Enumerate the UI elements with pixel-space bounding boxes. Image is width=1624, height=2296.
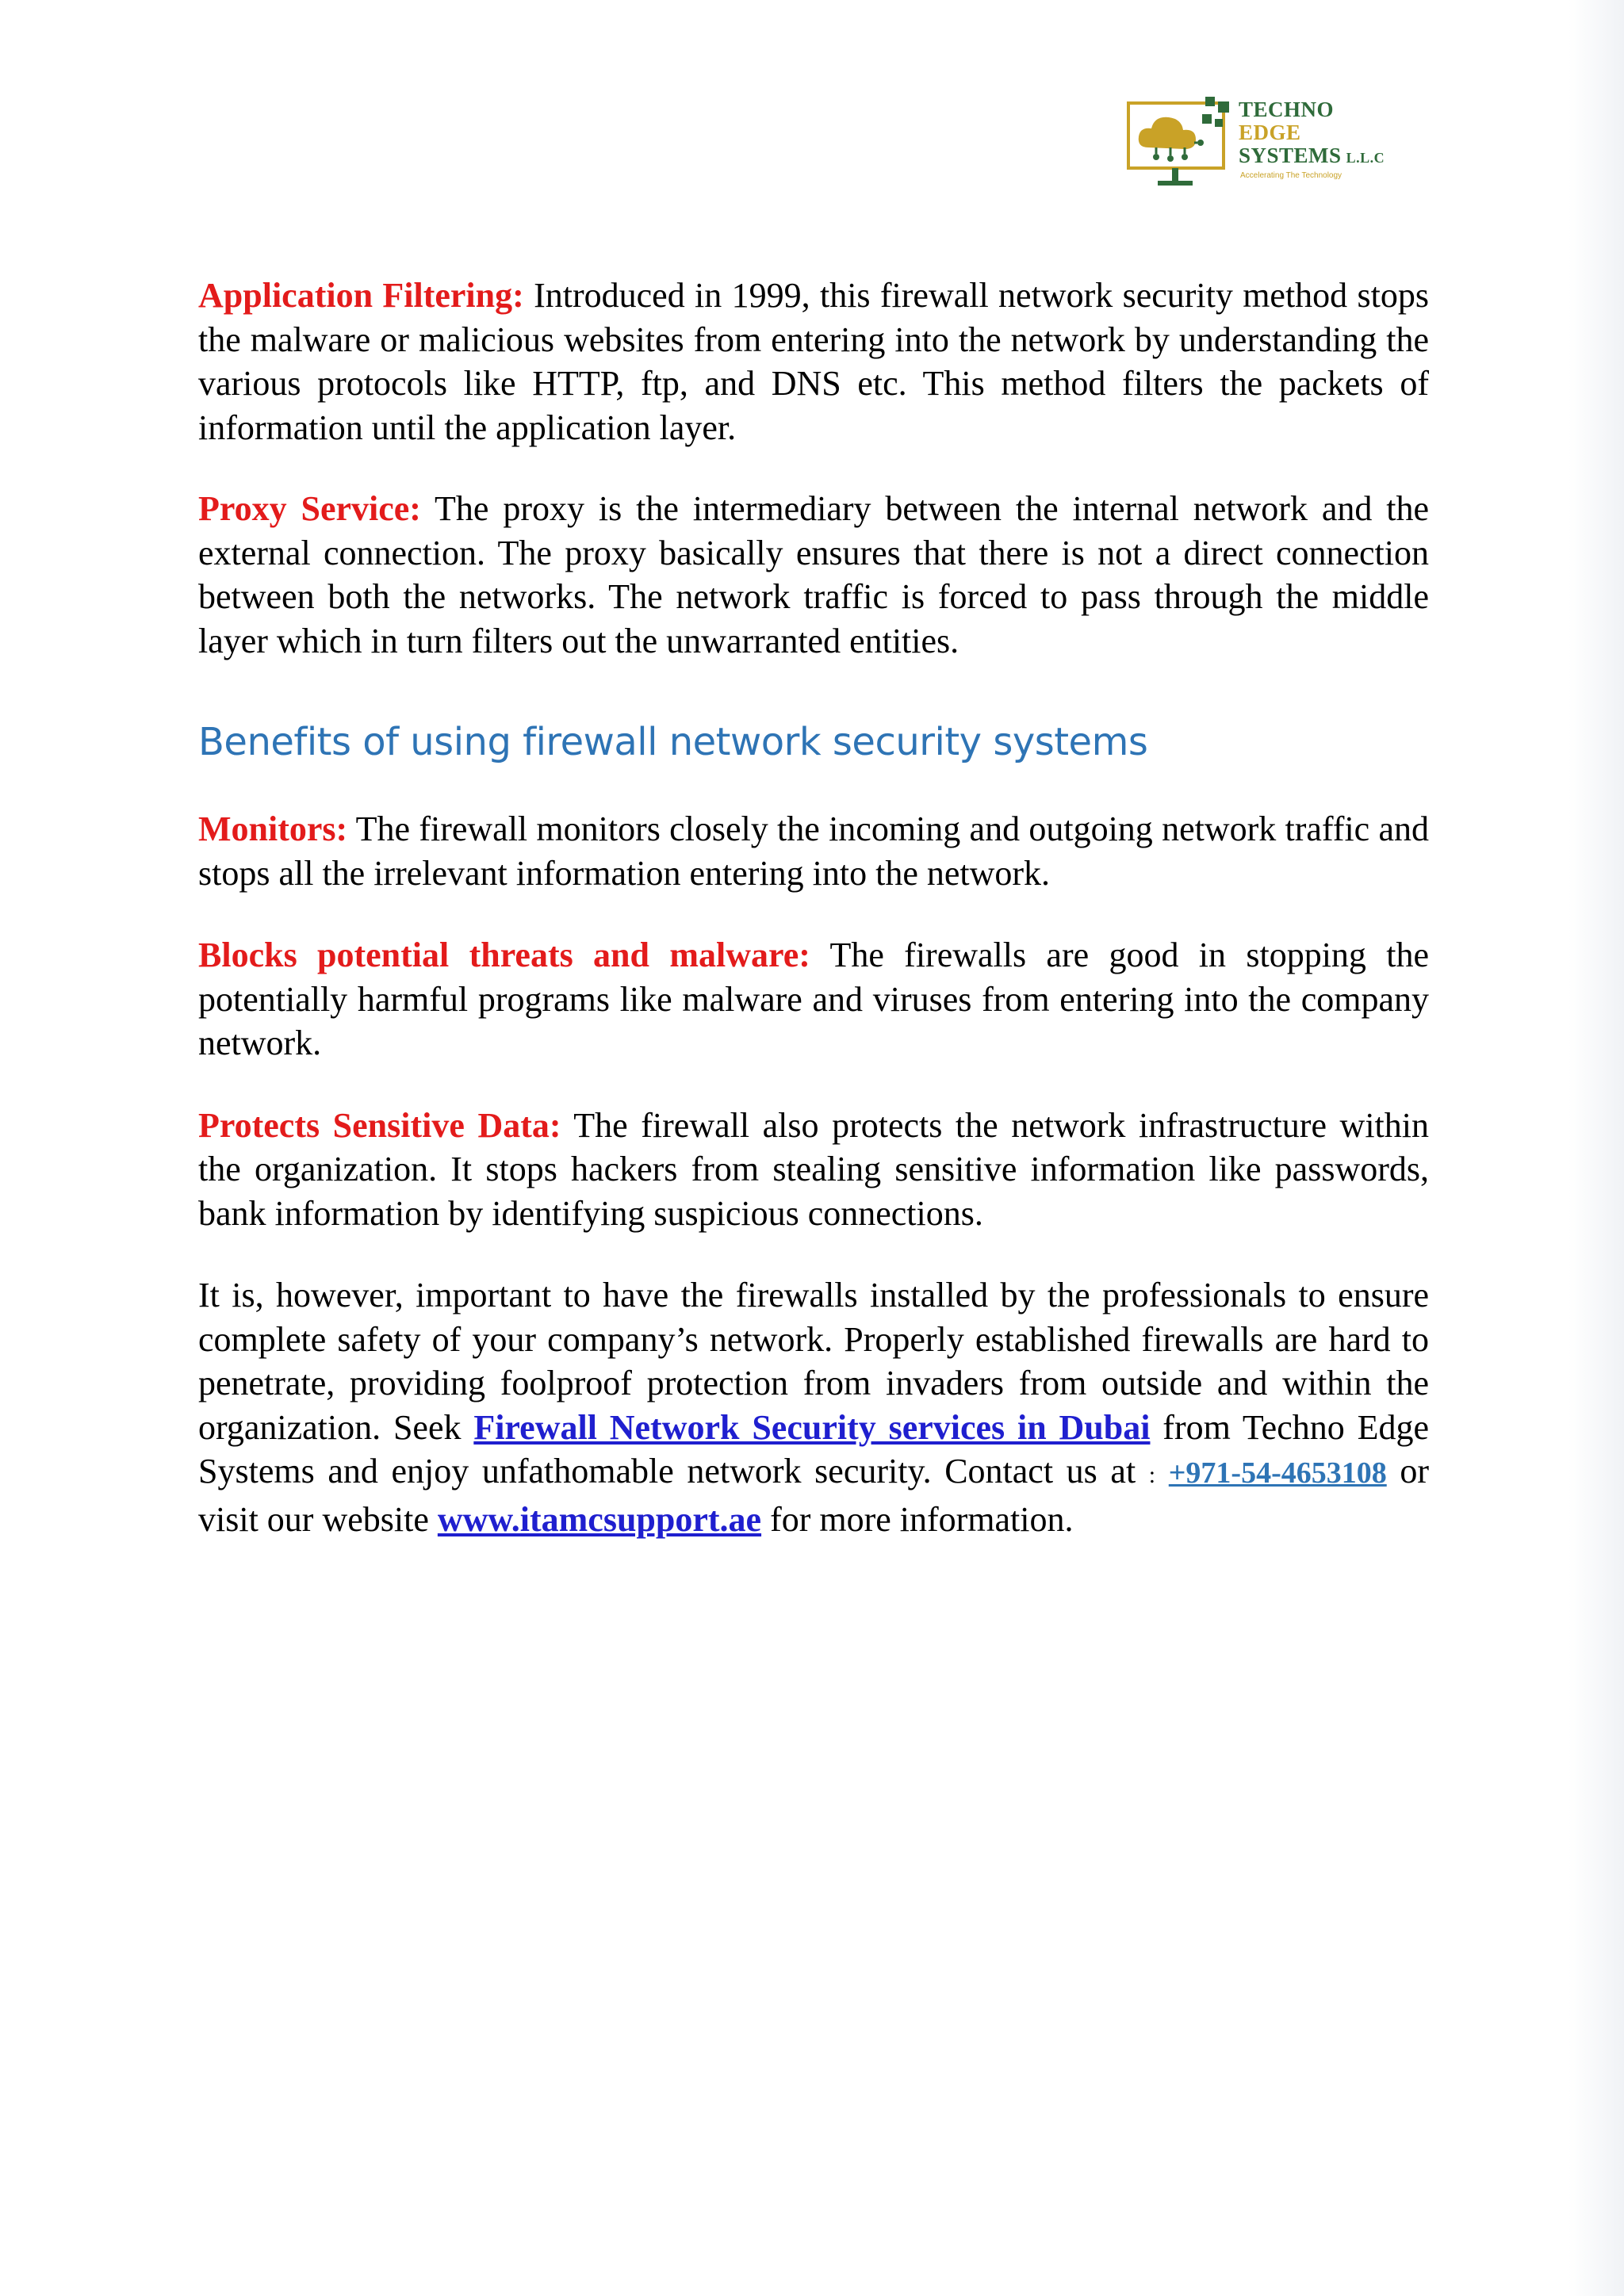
closing-text-mid: or visit our website	[198, 1452, 1430, 1539]
document-body	[198, 274, 1429, 1541]
section-heading-benefits: Benefits of using firewall network security systems	[198, 720, 1148, 764]
paragraph-protects-data	[198, 1104, 1429, 1236]
contact-colon: :	[1148, 1462, 1156, 1488]
closing-text-end: for more information.	[761, 1499, 1074, 1539]
text-protects-data: The firewall also protects the network infrastructure within the organization. It stops hackers from stealing sensitive information like passwords, bank information by identifying suspicious connections.	[198, 1105, 1429, 1233]
text-blocks-threats: The firewalls are good in stopping the potentially harmful programs like malware and viruses from entering into the company network.	[198, 936, 1430, 1062]
text-application-filtering: Introduced in 1999, this firewall network security method stops the malware or malicious websites from entering into the network by understanding the various protocols like HTTP, ftp, and DNS etc. This method filters the packets of information until the application layer.	[198, 276, 1429, 447]
term-blocks-threats: Blocks potential threats and malware:	[198, 936, 810, 974]
logo-tagline: Accelerating The Technology	[1240, 171, 1342, 180]
closing-text-after-link: from Techno Edge Systems and enjoy unfathomable network security. Contact us at	[198, 1407, 1429, 1490]
paragraph-proxy-service	[198, 487, 1429, 663]
paragraph-monitors	[198, 807, 1429, 895]
logo-line-edge: EDGE	[1239, 121, 1301, 144]
closing-text-start: It is, however, important to have the firewalls installed by the professionals to ensure complete safety of your company’s network. Properly established firewalls are hard to penetrate, providing foolproof protection from invaders from outside and within the organization. Seek	[198, 1276, 1429, 1447]
website-link[interactable]: www.itamcsupport.ae	[437, 1499, 762, 1539]
term-application-filtering: Application Filtering:	[198, 276, 524, 315]
service-link[interactable]: Firewall Network Security services in Dubai	[473, 1407, 1151, 1447]
term-protects-data: Protects Sensitive Data:	[198, 1105, 561, 1145]
paragraph-blocks-threats	[198, 933, 1429, 1066]
term-monitors: Monitors:	[198, 809, 348, 848]
logo-line-systems	[1239, 144, 1385, 170]
logo-wordmark	[1239, 98, 1385, 170]
term-proxy-service: Proxy Service:	[198, 489, 421, 528]
text-proxy-service: The proxy is the intermediary between the internal network and the external connection. The proxy basically ensures that there is not a direct connection between both the networks. The network traffic is forced to pass through the middle layer which in turn filters out the unwarranted entities.	[198, 489, 1429, 660]
page-edge-shadow	[1568, 0, 1624, 2296]
logo-systems-text: SYSTEMS	[1239, 144, 1342, 167]
phone-link[interactable]: +971-54-4653108	[1168, 1456, 1387, 1490]
logo-monitor-cloud-icon	[1126, 95, 1245, 190]
paragraph-closing	[198, 1273, 1429, 1541]
paragraph-application-filtering	[198, 274, 1429, 450]
company-logo	[1126, 95, 1427, 190]
text-monitors: The firewall monitors closely the incoming and outgoing network traffic and stops all the irrelevant information entering into the network.	[198, 809, 1429, 893]
logo-line-techno: TECHNO	[1239, 98, 1335, 121]
logo-llc-suffix: L.L.C	[1346, 150, 1385, 166]
